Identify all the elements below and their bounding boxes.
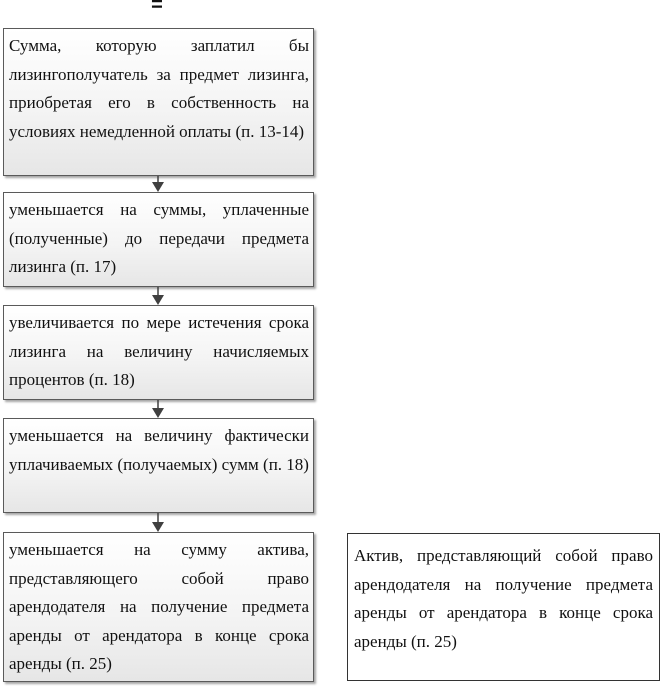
flow-box-1-fair-value: Сумма, которую заплатил бы лизингополучатель за предмет лизинга, приобретая его в собственность на условиях немедленной оплаты (п. 13-14) xyxy=(3,28,314,176)
arrow-down-1 xyxy=(152,176,164,192)
flow-box-2-decrease-advances: уменьшается на суммы, уплаченные (полученные) до передачи предмета лизинга (п. 17) xyxy=(3,192,314,287)
flow-box-5-decrease-asset: уменьшается на сумму актива, представляющего собой право арендодателя на получение предмета аренды от арендатора в конце срока аренды (п. 25) xyxy=(3,532,314,682)
flow-box-4-decrease-payments: уменьшается на величину фактически уплачиваемых (получаемых) сумм (п. 18) xyxy=(3,418,314,513)
equals-sign: = xyxy=(151,0,163,16)
arrow-down-4 xyxy=(152,513,164,532)
flow-box-3-increase-interest: увеличивается по мере истечения срока лизинга на величину начисляемых процентов (п. 18) xyxy=(3,305,314,400)
arrow-down-2 xyxy=(152,287,164,305)
arrow-down-3 xyxy=(152,400,164,418)
side-box-lessor-right-asset: Актив, представляющий собой право арендодателя на получение предмета аренды от арендатора в конце срока аренды (п. 25) xyxy=(347,533,660,681)
